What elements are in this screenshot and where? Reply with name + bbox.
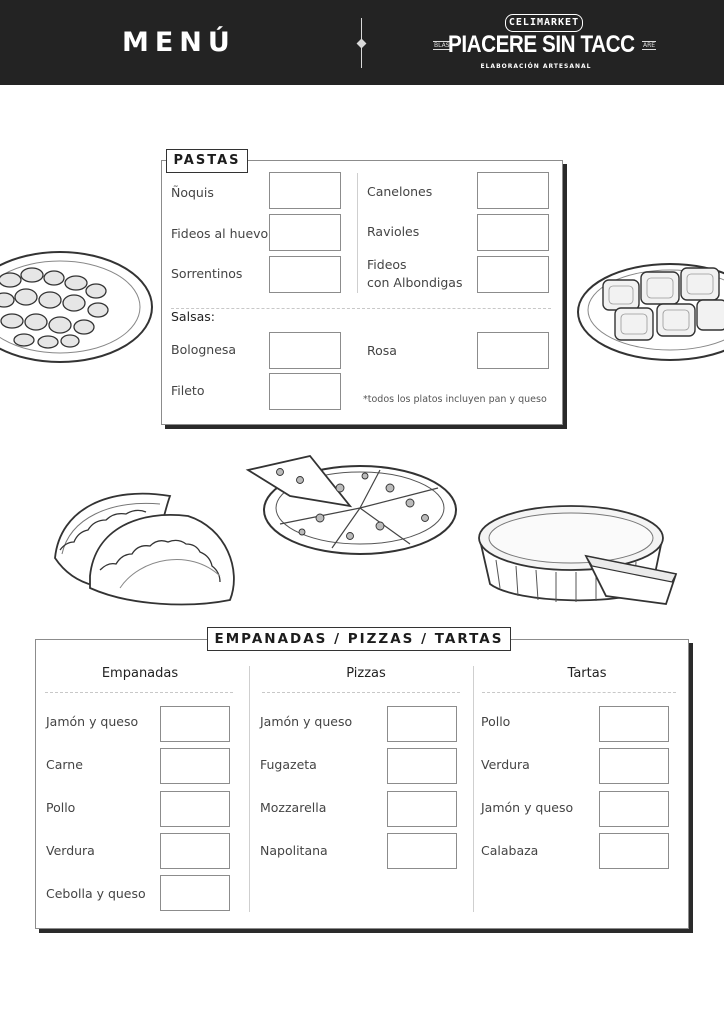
salsa-label-fileto: Fileto — [171, 383, 205, 398]
pasta-label-sorrentinos: Sorrentinos — [171, 266, 243, 281]
pizza-icon — [240, 448, 460, 560]
epz-divider-2 — [473, 666, 474, 912]
page-title: MENÚ — [122, 27, 236, 58]
epz-title: EMPANADAS / PIZZAS / TARTAS — [207, 627, 511, 651]
pizza-label-napolitana: Napolitana — [260, 843, 328, 858]
empanada-box-verdura[interactable] — [160, 833, 230, 869]
logo-right-tag: ARE — [643, 42, 656, 49]
salsa-label-rosa: Rosa — [367, 343, 397, 358]
pastas-card — [161, 153, 563, 425]
pasta-label-noquis: Ñoquis — [171, 185, 214, 200]
pizza-box-jamon-queso[interactable] — [387, 706, 457, 742]
salsa-box-bolognesa[interactable] — [269, 332, 341, 369]
tarta-label-jamon-queso: Jamón y queso — [481, 800, 574, 815]
tart-icon — [476, 500, 686, 615]
logo-brand-name: PIACERE SIN TACC — [448, 31, 635, 58]
pasta-label-con-albondigas: con Albondigas — [367, 275, 463, 290]
tarta-label-calabaza: Calabaza — [481, 843, 539, 858]
pasta-label-fideos-huevo: Fideos al huevo — [171, 226, 269, 241]
empanadas-icon — [50, 488, 240, 608]
pastas-footnote: *todos los platos incluyen pan y queso — [363, 394, 547, 405]
pizza-box-mozzarella[interactable] — [387, 791, 457, 827]
empanada-label-verdura: Verdura — [46, 843, 95, 858]
tarta-label-pollo: Pollo — [481, 714, 511, 729]
ravioli-plate-icon — [575, 250, 724, 365]
salsa-label-bolognesa: Bolognesa — [171, 342, 237, 357]
empanada-box-cebolla-queso[interactable] — [160, 875, 230, 911]
pasta-box-ravioles[interactable] — [477, 214, 549, 251]
empanada-label-carne: Carne — [46, 757, 83, 772]
salsa-box-rosa[interactable] — [477, 332, 549, 369]
empanada-label-pollo: Pollo — [46, 800, 76, 815]
pasta-label-canelones: Canelones — [367, 184, 433, 199]
empanadas-header-line — [45, 692, 233, 693]
pasta-label-ravioles: Ravioles — [367, 224, 420, 239]
pastas-title: PASTAS — [166, 149, 248, 173]
tarta-box-jamon-queso[interactable] — [599, 791, 669, 827]
pasta-box-fideos-huevo[interactable] — [269, 214, 341, 251]
pizza-box-napolitana[interactable] — [387, 833, 457, 869]
empanada-box-pollo[interactable] — [160, 791, 230, 827]
header-divider-diamond — [357, 39, 367, 49]
pasta-box-sorrentinos[interactable] — [269, 256, 341, 293]
tarta-box-verdura[interactable] — [599, 748, 669, 784]
epz-card — [35, 631, 689, 929]
empanada-label-jamon-queso: Jamón y queso — [46, 714, 139, 729]
salsas-divider — [171, 308, 551, 309]
pastas-column-divider — [357, 173, 358, 293]
pizzas-header: Pizzas — [346, 666, 386, 681]
tartas-header-line — [482, 692, 676, 693]
pizza-label-fugazeta: Fugazeta — [260, 757, 317, 772]
empanada-box-carne[interactable] — [160, 748, 230, 784]
header-bar — [0, 0, 724, 85]
logo-left-tag: BLAS — [434, 42, 450, 49]
salsa-box-fileto[interactable] — [269, 373, 341, 410]
empanada-box-jamon-queso[interactable] — [160, 706, 230, 742]
logo-celimarket: CELIMARKET — [505, 14, 583, 32]
pizza-label-mozzarella: Mozzarella — [260, 800, 327, 815]
tarta-label-verdura: Verdura — [481, 757, 530, 772]
epz-divider-1 — [249, 666, 250, 912]
tartas-header: Tartas — [567, 666, 607, 681]
tarta-box-calabaza[interactable] — [599, 833, 669, 869]
pizzas-header-line — [262, 692, 460, 693]
pizza-label-jamon-queso: Jamón y queso — [260, 714, 353, 729]
pizza-box-fugazeta[interactable] — [387, 748, 457, 784]
salsas-label: Salsas: — [171, 309, 215, 324]
pasta-box-fideos-albondigas[interactable] — [477, 256, 549, 293]
logo-subtitle: ELABORACIÓN ARTESANAL — [480, 63, 592, 70]
pasta-label-fideos: Fideos — [367, 257, 407, 272]
empanadas-header: Empanadas — [101, 666, 179, 681]
tarta-box-pollo[interactable] — [599, 706, 669, 742]
empanada-label-cebolla-queso: Cebolla y queso — [46, 886, 146, 901]
pasta-box-noquis[interactable] — [269, 172, 341, 209]
gnocchi-plate-icon — [0, 245, 160, 370]
pasta-box-canelones[interactable] — [477, 172, 549, 209]
